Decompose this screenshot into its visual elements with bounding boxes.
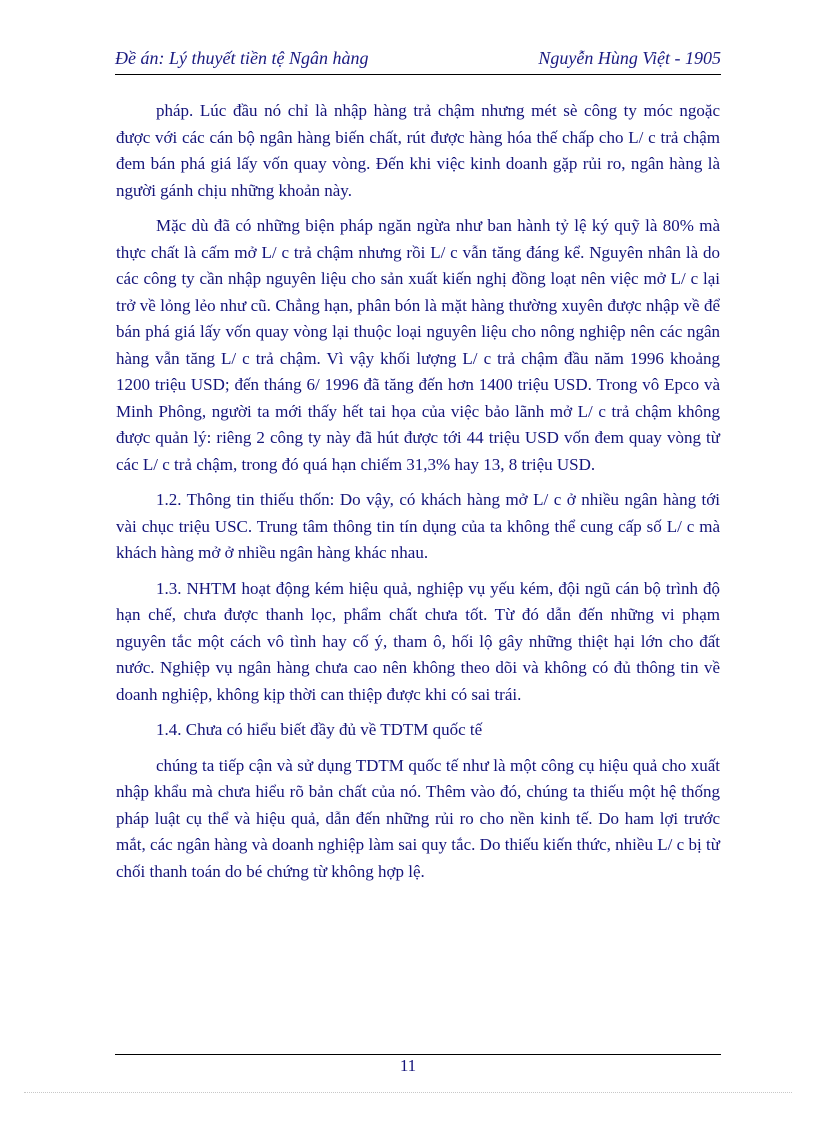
paragraph-3: 1.2. Thông tin thiếu thốn: Do vậy, có khách hàng mở L/ c ở nhiều ngân hàng tới vài chục triệu USC. Trung tâm thông tin tín dụng của ta không thể cung cấp số L/ c mà khách hàng mở ở nhiều ngân hàng khác nhau. (116, 490, 720, 562)
header-author: Nguyễn Hùng Việt - 1905 (538, 48, 721, 68)
paragraph-5: chúng ta tiếp cận và sử dụng TDTM quốc tế như là một công cụ hiệu quả cho xuất nhập khẩu mà chưa hiểu rõ bản chất của nó. Thêm vào đó, chúng ta thiếu một hệ thống pháp luật cụ thể và hiệu quả, dẫn đến những rủi ro cho nền kinh tế. Do ham lợi trước mắt, các ngân hàng và doanh nghiệp làm sai quy tắc. Do thiếu kiến thức, nhiều L/ c bị từ chối thanh toán do bé chứng từ không hợp lệ. (116, 755, 720, 881)
section-heading-1-4: 1.4. Chưa có hiểu biết đầy đủ về TDTM quốc tế (156, 720, 483, 739)
paragraph-2: Mặc dù đã có những biện pháp ngăn ngừa như ban hành tỷ lệ ký quỹ là 80% mà thực chất là cấm mở L/ c trả chậm nhưng rồi L/ c vẫn tăng đáng kể. Nguyên nhân là do các công ty cần nhập nguyên liệu cho sản xuất kiến nghị đồng loạt nên việc mở L/ c lại trở về lỏng lẻo như cũ. Chẳng hạn, phân bón là mặt hàng thường xuyên được nhập về để bán phá giá lấy vốn quay vòng lại thuộc loại nguyên liệu cho nông nghiệp nên các ngân hàng vẫn tăng L/ c trả chậm. Vì vậy khối lượng L/ c trả chậm đầu năm 1996 khoảng 1200 triệu USD; đến tháng 6/ 1996 đã tăng đến hơn 1400 triệu USD. Trong vô Epco và Minh Phông, người ta mới thấy hết tai họa của việc bảo lãnh mở L/ c trả chậm không được quản lý: riêng 2 công ty này đã hút được tới 44 triệu USD vốn đem quay vòng từ các L/ c trả chậm, trong đó quá hạn chiếm 31,3% hay 13, 8 triệu USD. (116, 216, 720, 474)
page-bottom-divider (24, 1092, 792, 1093)
page-header (115, 46, 721, 75)
footer-rule (115, 1054, 721, 1055)
paragraph-1: pháp. Lúc đầu nó chỉ là nhập hàng trả chậm nhưng mét sè công ty móc ngoặc được với các cán bộ ngân hàng biến chất, rút được hàng hóa thế chấp cho L/ c trả chậm đem bán phá giá lấy vốn quay vòng. Đến khi việc kinh doanh gặp rủi ro, ngân hàng là người gánh chịu những khoản này. (116, 101, 720, 200)
paragraph-4: 1.3. NHTM hoạt động kém hiệu quả, nghiệp vụ yếu kém, đội ngũ cán bộ trình độ hạn chế, chưa được thanh lọc, phẩm chất chưa tốt. Từ đó dẫn đến những vi phạm nguyên tắc một cách vô tình hay cố ý, tham ô, hối lộ gây những thiệt hại lớn cho đất nước. Nghiệp vụ ngân hàng chưa cao nên không theo dõi và không có đủ thông tin về doanh nghiệp, không kịp thời can thiệp được khi có sai trái. (116, 578, 720, 704)
page-number: 11 (399, 1056, 417, 1075)
header-title: Đề án: Lý thuyết tiền tệ Ngân hàng (115, 48, 369, 68)
body-text (116, 98, 720, 894)
